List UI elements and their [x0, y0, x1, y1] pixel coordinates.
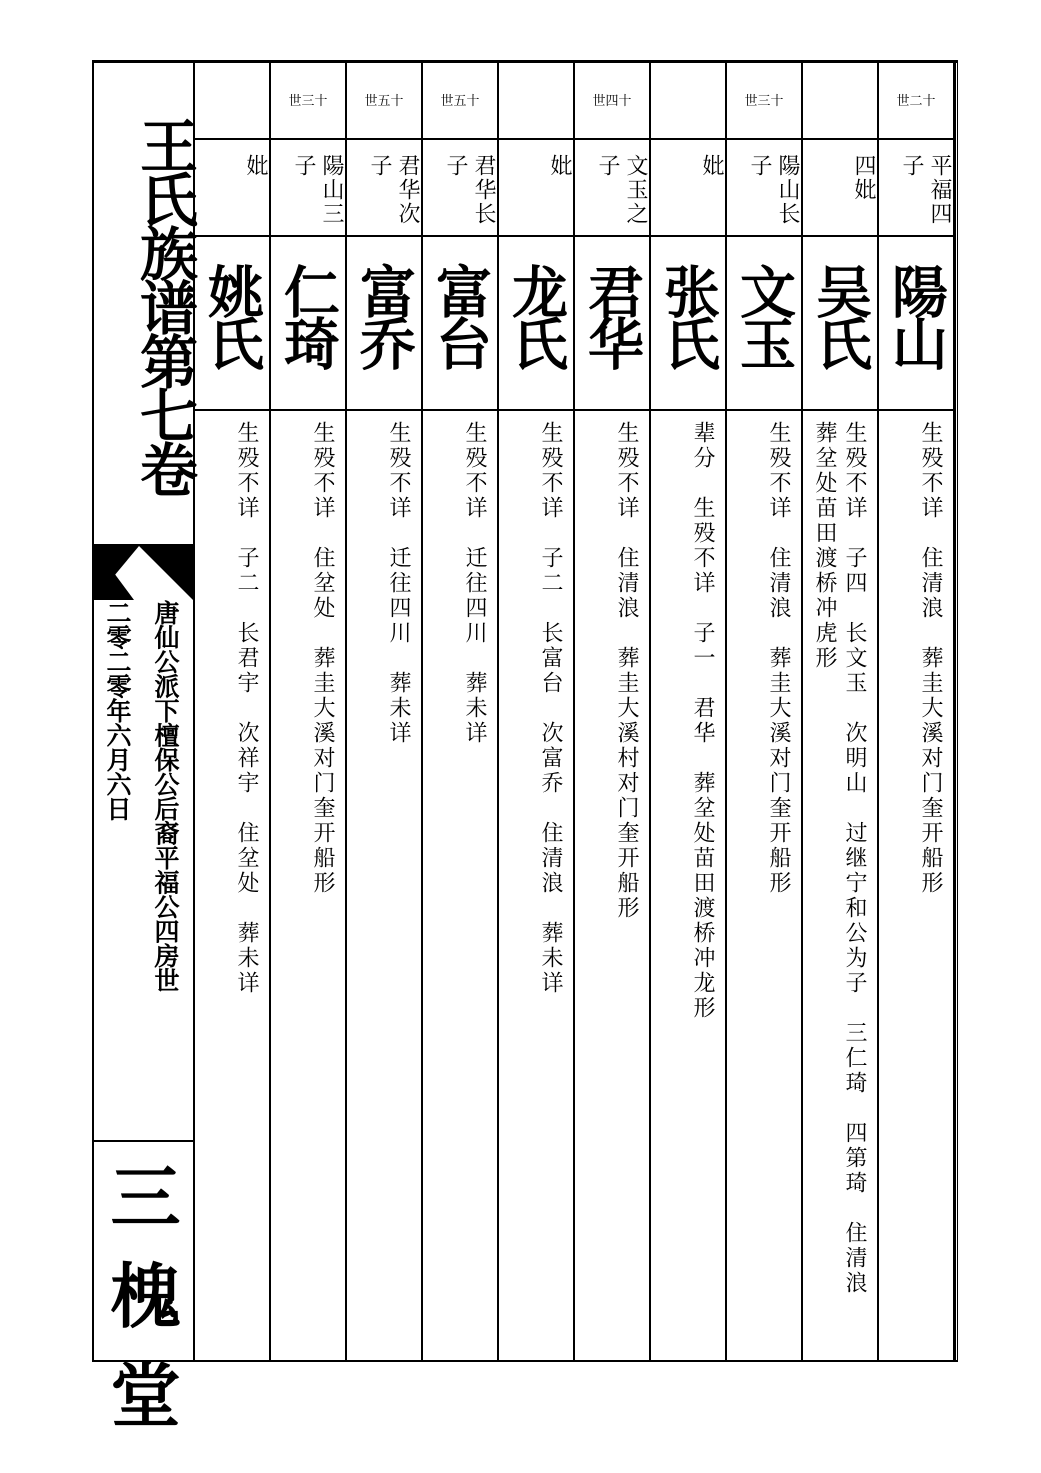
lineage-note: 唐仙公派下檀保公后裔平福公四房世: [151, 600, 180, 992]
relation-cell: [271, 140, 345, 237]
detail-cell: [195, 411, 269, 1356]
generation-label: [195, 60, 269, 140]
relation-label: 文玉之子: [595, 154, 648, 226]
generation-label: 世三十: [271, 60, 345, 140]
person-name: 姚氏: [199, 263, 265, 367]
relation-label: 妣: [243, 154, 268, 178]
person-details: 生殁不详 住清浪 葬圭大溪对门奎开船形: [918, 421, 943, 896]
relation-label: 妣: [547, 154, 572, 178]
relation-label: 平福四子: [899, 154, 952, 226]
person-details: 生殁不详 迁往四川 葬未详: [386, 421, 411, 746]
person-name: 张氏: [655, 263, 721, 367]
hall-name: 三槐堂: [110, 1156, 177, 1437]
person-details: 生殁不详 子四 长文玉 次明山 过继宁和公为子 三仁琦 四第琦 住清浪 葬坌处苗田渡桥冲虎形: [812, 421, 867, 1321]
relation-cell: [651, 140, 725, 237]
generation-label: 世五十: [347, 60, 421, 140]
person-name: 仁琦: [275, 263, 341, 367]
divider: [94, 1140, 193, 1142]
person-details: 生殁不详 子二 长君宇 次祥宇 住坌处 葬未详: [234, 421, 259, 996]
detail-cell: [651, 411, 725, 1356]
title-ribbon: [94, 544, 193, 600]
relation-label: 君华次子: [367, 154, 420, 226]
name-cell: [651, 237, 725, 411]
person-column: [879, 60, 955, 1362]
relation-cell: [803, 140, 877, 237]
person-column: [195, 60, 271, 1362]
name-cell: [271, 237, 345, 411]
person-name: 富台: [427, 263, 493, 367]
book-title: 王氏族谱第七卷: [130, 116, 198, 494]
name-cell: [575, 237, 649, 411]
person-column: [803, 60, 879, 1362]
generation-label: [803, 60, 877, 140]
name-cell: [803, 237, 877, 411]
person-column: [347, 60, 423, 1362]
relation-cell: [195, 140, 269, 237]
generation-label: [651, 60, 725, 140]
generation-label: 世二十: [879, 60, 953, 140]
relation-cell: [879, 140, 953, 237]
generation-label: 世五十: [423, 60, 497, 140]
relation-cell: [727, 140, 801, 237]
name-cell: [195, 237, 269, 411]
page-frame-right-edge: [954, 60, 958, 1362]
name-cell: [347, 237, 421, 411]
relation-cell: [499, 140, 573, 237]
detail-cell: [803, 411, 877, 1356]
relation-label: 陽山三子: [291, 154, 344, 226]
name-cell: [727, 237, 801, 411]
relation-label: 妣: [699, 154, 724, 178]
name-cell: [879, 237, 953, 411]
person-column: [271, 60, 347, 1362]
relation-label: 君华长子: [443, 154, 496, 226]
person-column: [499, 60, 575, 1362]
generation-label: [499, 60, 573, 140]
relation-cell: [423, 140, 497, 237]
detail-cell: [271, 411, 345, 1356]
detail-cell: [575, 411, 649, 1356]
person-column: [423, 60, 499, 1362]
person-details: 生殁不详 住坌处 葬圭大溪对门奎开船形: [310, 421, 335, 896]
relation-cell: [575, 140, 649, 237]
relation-label: 四妣: [851, 154, 876, 202]
relation-label: 陽山长子: [747, 154, 800, 226]
detail-cell: [423, 411, 497, 1356]
side-panel: [92, 60, 198, 1437]
person-name: 文玉: [731, 263, 797, 367]
person-details: 生殁不详 住清浪 葬圭大溪对门奎开船形: [766, 421, 791, 896]
name-cell: [499, 237, 573, 411]
person-column: [651, 60, 727, 1362]
person-column: [727, 60, 803, 1362]
person-details: 生殁不详 迁往四川 葬未详: [462, 421, 487, 746]
person-details: 生殁不详 子二 长富台 次富乔 住清浪 葬未详: [538, 421, 563, 996]
person-name: 吴氏: [807, 263, 873, 367]
relation-cell: [347, 140, 421, 237]
person-details: 生殁不详 住清浪 葬圭大溪村对门奎开船形: [614, 421, 639, 921]
person-name: 龙氏: [503, 263, 569, 367]
person-column: [575, 60, 651, 1362]
publish-date: 二零二零年六月六日: [103, 600, 132, 821]
generation-label: 世三十: [727, 60, 801, 140]
detail-cell: [499, 411, 573, 1356]
person-name: 富乔: [351, 263, 417, 367]
detail-cell: [879, 411, 953, 1356]
detail-cell: [727, 411, 801, 1356]
detail-cell: [347, 411, 421, 1356]
name-cell: [423, 237, 497, 411]
person-name: 陽山: [883, 263, 949, 367]
person-name: 君华: [579, 263, 645, 367]
person-details: 辈分 生殁不详 子一 君华 葬坌处苗田渡桥冲龙形: [690, 421, 715, 1021]
generation-label: 世四十: [575, 60, 649, 140]
